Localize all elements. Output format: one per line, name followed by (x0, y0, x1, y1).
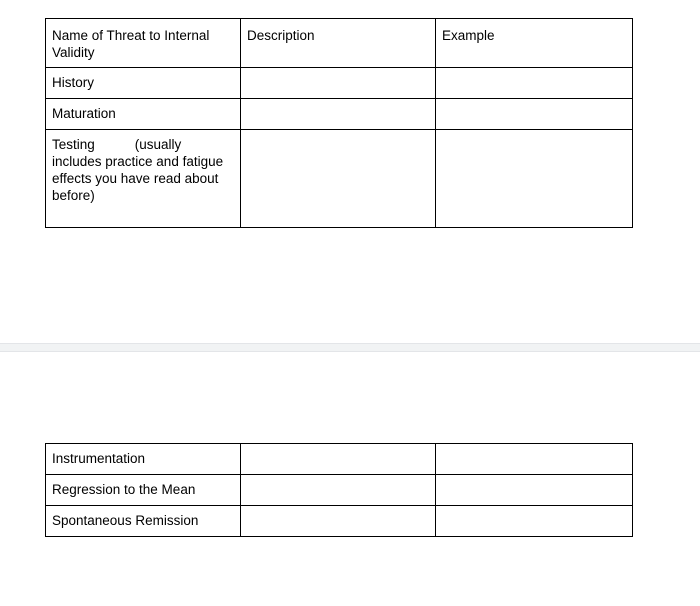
example-cell[interactable] (436, 475, 633, 506)
description-cell[interactable] (241, 506, 436, 537)
testing-rest: includes practice and fatigue effects you have read about before) (52, 154, 224, 203)
example-cell[interactable] (436, 444, 633, 475)
table-row-regression (46, 475, 633, 506)
example-cell[interactable] (436, 506, 633, 537)
table-row-history (46, 68, 633, 99)
description-cell[interactable] (241, 130, 436, 228)
table-row-maturation (46, 99, 633, 130)
description-cell[interactable] (241, 68, 436, 99)
threats-table-bottom (45, 443, 633, 537)
header-description-cell: Description (241, 19, 436, 68)
testing-paren: (usually (134, 137, 182, 152)
document-page-2 (0, 352, 700, 606)
threats-table-top (45, 18, 633, 228)
testing-label: Testing (52, 137, 95, 152)
threat-name-cell: History (46, 68, 241, 99)
table-row-instrumentation (46, 444, 633, 475)
page-break (0, 343, 700, 352)
threat-name-cell: Spontaneous Remission (46, 506, 241, 537)
header-name-cell: Name of Threat to Internal Validity (46, 19, 241, 68)
example-cell[interactable] (436, 130, 633, 228)
threat-name-cell: Instrumentation (46, 444, 241, 475)
table-row-spontaneous-remission (46, 506, 633, 537)
threat-name-cell: Regression to the Mean (46, 475, 241, 506)
table-row-testing (46, 130, 633, 228)
description-cell[interactable] (241, 475, 436, 506)
example-cell[interactable] (436, 68, 633, 99)
threat-name-cell (46, 130, 241, 228)
table-header-row (46, 19, 633, 68)
threat-name-cell: Maturation (46, 99, 241, 130)
example-cell[interactable] (436, 99, 633, 130)
header-example-cell: Example (436, 19, 633, 68)
testing-first-line (52, 136, 234, 153)
description-cell[interactable] (241, 444, 436, 475)
description-cell[interactable] (241, 99, 436, 130)
